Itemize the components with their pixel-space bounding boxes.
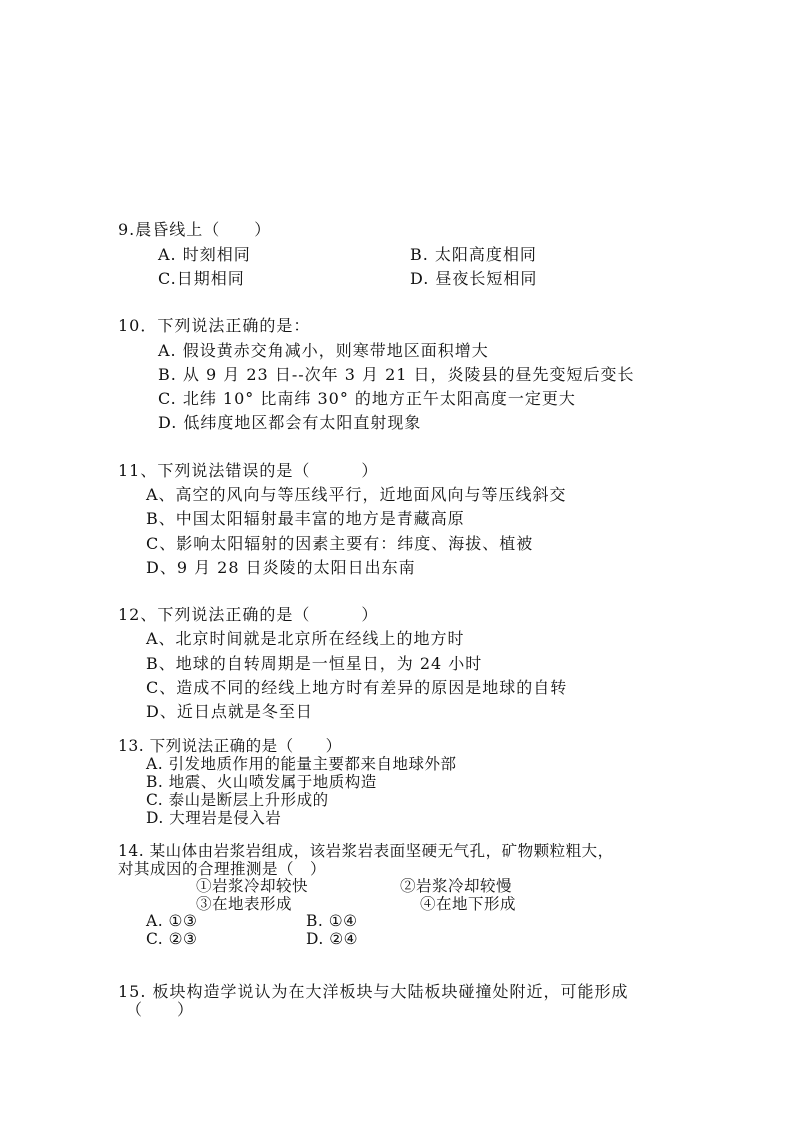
q14-option-b: B. ①④ (306, 912, 358, 930)
q12-option-c: C、造成不同的经线上地方时有差异的原因是地球的自转 (146, 678, 568, 697)
q15-stem-line2: （ ） (126, 1000, 195, 1019)
q12-stem: 12、下列说法正确的是（ ） (118, 605, 379, 624)
q9-option-d: D. 昼夜长短相同 (410, 269, 538, 288)
q15-stem-line1: 15. 板块构造学说认为在大洋板块与大陆板块碰撞处附近，可能形成 (118, 982, 629, 1001)
q9-option-c: C.日期相同 (158, 269, 245, 288)
q14-statement-4: ④在地下形成 (420, 895, 517, 913)
q10-option-c: C. 北纬 10° 比南纬 30° 的地方正午太阳高度一定更大 (158, 389, 576, 408)
q13-stem: 13. 下列说法正确的是（ ） (118, 737, 342, 755)
q9-stem: 9.晨昏线上（ ） (118, 220, 272, 239)
q11-option-d: D、9 月 28 日炎陵的太阳日出东南 (146, 558, 416, 577)
q10-option-b: B. 从 9 月 23 日--次年 3 月 21 日，炎陵县的昼先变短后变长 (158, 365, 635, 384)
q13-option-c: C. 泰山是断层上升形成的 (146, 791, 329, 809)
q11-stem: 11、下列说法错误的是（ ） (118, 461, 379, 480)
q11-option-b: B、中国太阳辐射最丰富的地方是青藏高原 (146, 509, 465, 528)
q14-stem-line2: 对其成因的合理推测是（ ） (118, 860, 327, 878)
q14-statement-1: ①岩浆冷却较快 (196, 877, 309, 895)
q9-option-a: A. 时刻相同 (158, 245, 251, 264)
q14-option-c: C. ②③ (146, 930, 198, 948)
q10-option-a: A. 假设黄赤交角减小，则寒带地区面积增大 (158, 341, 489, 360)
q10-option-d: D. 低纬度地区都会有太阳直射现象 (158, 413, 422, 432)
q11-option-c: C、影响太阳辐射的因素主要有：纬度、海拔、植被 (146, 534, 534, 553)
q9-option-b: B. 太阳高度相同 (410, 245, 537, 264)
q12-option-a: A、北京时间就是北京所在经线上的地方时 (146, 629, 465, 648)
q14-statement-3: ③在地表形成 (196, 895, 293, 913)
q14-stem-line1: 14. 某山体由岩浆岩组成，该岩浆岩表面坚硬无气孔，矿物颗粒粗大， (118, 842, 614, 860)
q13-option-d: D. 大理岩是侵入岩 (146, 809, 282, 827)
q14-option-d: D. ②④ (306, 930, 359, 948)
q10-stem: 10．下列说法正确的是： (118, 316, 311, 335)
q14-option-a: A. ①③ (146, 912, 198, 930)
q13-option-b: B. 地震、火山喷发属于地质构造 (146, 773, 377, 791)
q14-statement-2: ②岩浆冷却较慢 (400, 877, 513, 895)
q11-option-a: A、高空的风向与等压线平行，近地面风向与等压线斜交 (146, 485, 567, 504)
q13-option-a: A. 引发地质作用的能量主要都来自地球外部 (146, 755, 457, 773)
q12-option-d: D、近日点就是冬至日 (146, 702, 313, 721)
q12-option-b: B、地球的自转周期是一恒星日，为 24 小时 (146, 654, 483, 673)
